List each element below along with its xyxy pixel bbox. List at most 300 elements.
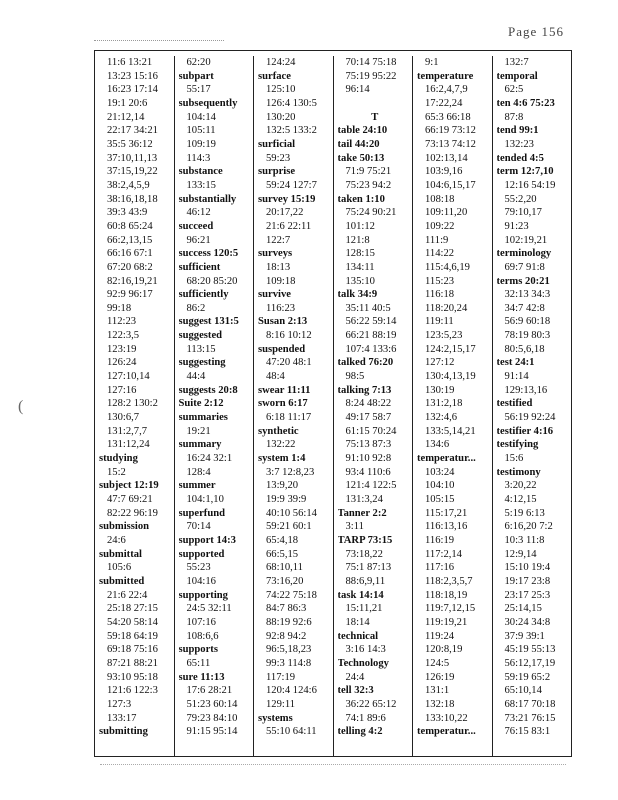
page-line-ref: 113:15 [186,343,216,355]
page-line-ref: 21:12,14 [107,111,145,123]
page-line-ref: 127:12 [425,357,455,369]
index-term: suggested [178,330,223,342]
page-line-ref: 21:6 22:11 [266,220,312,232]
page-line-ref: 124:2,15,17 [425,343,476,355]
page-line-ref: 51:23 60:14 [186,698,238,710]
page-line-ref: 126:24 [107,357,137,369]
page-line-ref: 84:7 86:3 [266,603,307,615]
index-term: submitted [99,575,145,587]
page-line-ref: 88:6,9,11 [345,575,386,587]
page-line-ref: 115:4,6,19 [425,261,470,273]
page-line-ref: 128:15 [345,248,375,260]
page-line-ref: 92:9 96:17 [107,289,153,301]
page-line-ref: 117:19 [266,671,296,683]
index-term: systems [258,712,293,724]
page-line-ref: 78:19 80:3 [504,330,551,342]
index-term: substance [178,166,223,178]
index-term: summary [178,439,222,451]
page-line-ref: 117:16 [425,562,455,574]
index-term: test 24:1 [496,357,535,369]
page-line-ref: 104:14 [186,111,216,123]
page-line-ref: 71:9 75:21 [345,166,392,178]
page-line-ref: 104:1,10 [186,494,224,505]
index-term: surveys [258,248,293,260]
page-line-ref: 75:24 90:21 [345,207,397,219]
page-line-ref: 67:20 68:2 [107,261,153,273]
page-line-ref: 116:23 [266,302,296,314]
page-line-ref: 19:17 23:8 [504,575,551,587]
page-line-ref: 61:15 70:24 [345,425,397,437]
page-line-ref: 126:4 130:5 [266,97,317,109]
index-term: temperatur... [417,453,476,465]
index-term: task 14:14 [337,589,384,601]
index-column-2 [175,56,255,756]
page-line-ref: 79:10,17 [504,207,542,219]
page-line-ref: 91:10 92:8 [345,453,392,465]
page-line-ref: 96:21 [186,234,211,246]
page-line-ref: 128:2 130:2 [107,398,158,410]
index-term: support 14:3 [178,534,236,546]
page-line-ref: 82:16,19,21 [107,275,158,287]
index-column-1 [95,56,175,756]
index-term: testified [496,398,533,410]
page-line-ref: 30:24 34:8 [504,616,551,628]
page-line-ref: 92:8 94:2 [266,630,307,642]
page-line-ref: 118:18,19 [425,589,468,601]
margin-mark: ( [18,398,24,415]
page-line-ref: 3:7 12:8,23 [266,466,315,478]
page-line-ref: 45:19 55:13 [504,644,556,656]
page-line-ref: 91:15 95:14 [186,726,238,738]
index-term: supporting [178,589,228,601]
page-line-ref: 6:18 11:17 [266,412,312,424]
page-line-ref: 116:18 [425,289,455,301]
index-term: temperature [417,70,474,82]
page-line-ref: 132:18 [425,698,455,710]
page-line-ref: 123:19 [107,343,137,355]
page-line-ref: 93:10 95:18 [107,671,158,683]
page-line-ref: 119:19,21 [425,616,468,628]
page-line-ref: 101:12 [345,220,375,232]
page-line-ref: 82:22 96:19 [107,507,158,519]
page-line-ref: 68:17 70:18 [504,698,556,710]
page-line-ref: 117:2,14 [425,548,462,560]
index-term: submission [99,521,150,533]
page-line-ref: 131:2,7,7 [107,425,148,437]
page-line-ref: 48:4 [266,371,285,383]
page-line-ref: 16:24 32:1 [186,453,233,465]
page-line-ref: 74:22 75:18 [266,589,317,601]
index-term: temperatur... [417,726,476,738]
page-line-ref: 91:23 [504,220,529,232]
page-line-ref: 73:18,22 [345,548,383,560]
page-line-ref: 73:13 74:12 [425,138,476,150]
index-term: tail 44:20 [337,138,380,150]
page-line-ref: 98:5 [345,371,365,383]
page-line-ref: 23:17 25:3 [504,589,551,601]
page-line-ref: 17:6 28:21 [186,685,233,697]
index-term: Technology [337,657,389,669]
page-line-ref: 122:3,5 [107,330,140,342]
page-line-ref: 65:3 66:18 [425,111,471,123]
page-line-ref: 15:11,21 [345,603,383,615]
page-line-ref: 55:2,20 [504,193,537,205]
index-term: subject 12:19 [99,480,159,492]
page-line-ref: 35:11 40:5 [345,302,391,314]
page-line-ref: 12:16 54:19 [504,179,556,191]
page-line-ref: 119:7,12,15 [425,603,476,615]
page-line-ref: 120:4 124:6 [266,685,317,697]
index-term: superfund [178,507,226,519]
page-line-ref: 12:9,14 [504,548,537,560]
page-line-ref: 116:13,16 [425,521,468,533]
page-line-ref: 118:20,24 [425,302,468,314]
page-line-ref: 47:7 69:21 [107,494,153,505]
index-term: surficial [258,138,296,150]
page-line-ref: 47:20 48:1 [266,357,312,369]
page-line-ref: 54:20 58:14 [107,616,158,628]
page-line-ref: 32:13 34:3 [504,289,551,301]
index-column-4 [334,56,414,756]
index-term: system 1:4 [258,453,306,465]
page-line-ref: 40:10 56:14 [266,507,317,519]
page-line-ref: 3:16 14:3 [345,644,386,656]
page-number-label: Page 156 [507,24,564,39]
page-line-ref: 132:22 [266,439,296,451]
index-term: term 12:7,10 [496,166,554,178]
index-term: sure 11:13 [178,671,225,683]
page-line-ref: 6:16,20 7:2 [504,521,553,533]
index-term: testimony [496,466,541,478]
page-line-ref: 37:15,19,22 [107,166,158,178]
page-line-ref: 121:6 122:3 [107,685,158,697]
page-line-ref: 3:20,22 [504,480,537,492]
page-line-ref: 111:9 [425,234,449,246]
page-line-ref: 69:18 75:16 [107,644,158,656]
page-line-ref: 13:23 15:16 [107,70,158,82]
page-line-ref: 131:12,24 [107,439,150,451]
page-line-ref: 109:18 [266,275,296,287]
page-line-ref: 127:3 [107,698,132,710]
page-line-ref: 87:8 [504,111,524,123]
page-line-ref: 11:6 13:21 [107,57,153,68]
index-term: terms 20:21 [496,275,550,287]
index-term: technical [337,630,379,642]
page-line-ref: 56:9 60:18 [504,316,551,328]
index-term: submitting [99,726,148,738]
page-line-ref: 65:11 [186,657,211,669]
index-column-3 [254,56,334,756]
index-term: Tanner 2:2 [337,507,387,519]
index-column-5 [413,56,493,756]
page-line-ref: 68:10,11 [266,562,303,574]
index-term: surface [258,70,291,82]
page-line-ref: 108:18 [425,193,455,205]
index-term: survey 15:19 [258,193,316,205]
index-term: temporal [496,70,538,82]
page-line-ref: 70:14 [186,521,211,533]
page-line-ref: 130:6,7 [107,412,140,424]
index-term: taken 1:10 [337,193,385,205]
page-line-ref: 39:3 43:9 [107,207,148,219]
page-line-ref: 109:22 [425,220,455,232]
page-line-ref: 46:12 [186,207,211,219]
page-line-ref: 88:19 92:6 [266,616,312,628]
page-line-ref: 103:24 [425,466,455,478]
page-line-ref: 109:19 [186,138,216,150]
page-line-ref: 132:5 133:2 [266,125,317,137]
page-line-ref: 66:2,13,15 [107,234,153,246]
page-line-ref: 127:16 [107,384,137,396]
index-term: talk 34:9 [337,289,378,301]
page-line-ref: 8:24 48:22 [345,398,392,410]
page-line-ref: 60:8 65:24 [107,220,153,232]
index-term: ten 4:6 75:23 [496,97,555,109]
page-line-ref: 132:4,6 [425,412,458,424]
index-term: sufficiently [178,289,229,301]
page-line-ref: 73:16,20 [266,575,304,587]
page-line-ref: 49:17 58:7 [345,412,392,424]
index-term: studying [99,453,138,465]
page-line-ref: 75:13 87:3 [345,439,392,451]
page-line-ref: 15:2 [107,466,126,478]
page-line-ref: 55:17 [186,84,211,96]
page-line-ref: 75:19 95:22 [345,70,397,82]
page-line-ref: 114:3 [186,152,211,164]
page-line-ref: 115:23 [425,275,455,287]
page-line-ref: 38:2,4,5,9 [107,179,150,191]
page-line-ref: 55:10 64:11 [266,726,317,738]
page-line-ref: 130:19 [425,384,455,396]
page-line-ref: 15:6 [504,453,524,465]
index-table [94,50,572,757]
page-line-ref: 65:10,14 [504,685,542,697]
page-line-ref: 24:5 32:11 [186,603,232,615]
page-line-ref: 87:21 88:21 [107,657,158,669]
page-line-ref: 132:23 [504,138,534,150]
index-term: tend 99:1 [496,125,539,137]
page-line-ref: 134:11 [345,261,375,273]
index-term: supported [178,548,225,560]
page-line-ref: 75:1 87:13 [345,562,392,574]
page-line-ref: 121:8 [345,234,370,246]
page-line-ref: 123:5,23 [425,330,463,342]
page-line-ref: 104:16 [186,575,216,587]
page-line-ref: 131:3,24 [345,494,383,505]
index-term: tell 32:3 [337,685,374,697]
index-columns [95,56,571,756]
page-line-ref: 37:9 39:1 [504,630,545,642]
index-term: Suite 2:12 [178,398,224,410]
page-line-ref: 17:22,24 [425,97,463,109]
page-line-ref: 120:8,19 [425,644,463,656]
page-line-ref: 104:10 [425,480,455,492]
page-line-ref: 4:12,15 [504,494,537,505]
page-line-ref: 25:18 27:15 [107,603,158,615]
page-line-ref: 34:7 42:8 [504,302,545,314]
page-line-ref: 66:16 67:1 [107,248,153,260]
page-line-ref: 124:24 [266,57,296,68]
page-line-ref: 36:22 65:12 [345,698,397,710]
page-line-ref: 133:10,22 [425,712,468,724]
page-line-ref: 19:9 39:9 [266,494,307,505]
index-term: summer [178,480,216,492]
section-letter: T [371,111,379,123]
page-line-ref: 62:5 [504,84,524,96]
page-line-ref: 18:14 [345,616,370,628]
page-line-ref: 16:2,4,7,9 [425,84,468,96]
page-line-ref: 8:16 10:12 [266,330,312,342]
page-line-ref: 74:1 89:6 [345,712,386,724]
index-term: talked 76:20 [337,357,394,369]
page-line-ref: 75:23 94:2 [345,179,392,191]
page-line-ref: 38:16,18,18 [107,193,158,205]
index-term: succeed [178,220,214,232]
page-line-ref: 56:12,17,19 [504,657,556,669]
page-line-ref: 68:20 85:20 [186,275,238,287]
index-term: TARP 73:15 [337,534,393,546]
page-line-ref: 112:23 [107,316,137,328]
page-line-ref: 44:4 [186,371,206,383]
page-line-ref: 130:4,13,19 [425,371,476,383]
page-line-ref: 16:23 17:14 [107,84,158,96]
page-line-ref: 76:15 83:1 [504,726,551,738]
page-line-ref: 15:10 19:4 [504,562,551,574]
page-line-ref: 3:11 [345,521,364,533]
page-line-ref: 116:19 [425,534,455,546]
page-line-ref: 107:16 [186,616,216,628]
page-line-ref: 93:4 110:6 [345,466,391,478]
page-line-ref: 56:19 92:24 [504,412,556,424]
page-line-ref: 134:6 [425,439,450,451]
page-line-ref: 130:20 [266,111,296,123]
page-line-ref: 35:5 36:12 [107,138,153,150]
page-line-ref: 114:22 [425,248,455,260]
index-term: testifier 4:16 [496,425,554,437]
index-term: Susan 2:13 [258,316,308,328]
index-term: take 50:13 [337,152,385,164]
page-line-ref: 105:15 [425,494,455,505]
index-column-6 [493,56,572,756]
page-line-ref: 80:5,6,18 [504,343,545,355]
page-line-ref: 56:22 59:14 [345,316,397,328]
page-line-ref: 9:1 [425,57,439,68]
page-line-ref: 37:10,11,13 [107,152,158,164]
page-line-ref: 66:19 73:12 [425,125,476,137]
page-line-ref: 70:14 75:18 [345,57,397,68]
page-line-ref: 62:20 [186,57,211,68]
index-term: talking 7:13 [337,384,392,396]
page-line-ref: 59:23 [266,152,291,164]
page-line-ref: 133:17 [107,712,137,724]
page-line-ref: 119:11 [425,316,454,328]
page-line-ref [338,97,413,111]
page-line-ref: 131:2,18 [425,398,463,410]
page-line-ref: 10:3 11:8 [504,534,545,546]
page-line-ref: 96:14 [345,84,370,96]
index-term: telling 4:2 [337,726,383,738]
page-line-ref: 122:7 [266,234,291,246]
index-term: swear 11:11 [258,384,311,396]
page-line-ref: 133:5,14,21 [425,425,476,437]
page-line-ref: 66:21 88:19 [345,330,397,342]
page-line-ref: 128:4 [186,466,211,478]
page-line-ref: 20:17,22 [266,207,304,219]
page-line-ref: 102:19,21 [504,234,548,246]
page-line-ref: 59:18 64:19 [107,630,158,642]
page-line-ref: 104:6,15,17 [425,179,476,191]
page-line-ref: 96:5,18,23 [266,644,312,656]
page-line-ref: 126:19 [425,671,455,683]
index-term: table 24:10 [337,125,388,137]
index-term: testifying [496,439,539,451]
page-line-ref: 99:3 114:8 [266,657,312,669]
page-line-ref: 121:4 122:5 [345,480,397,492]
page-line-ref: 5:19 6:13 [504,507,545,519]
page-line-ref: 102:13,14 [425,152,468,164]
page-line-ref: 129:11 [266,698,296,710]
page-line-ref: 25:14,15 [504,603,542,615]
page-line-ref: 79:23 84:10 [186,712,238,724]
page-line-ref: 119:24 [425,630,455,642]
page-line-ref: 73:21 76:15 [504,712,556,724]
page-line-ref: 115:17,21 [425,507,468,519]
index-term: tended 4:5 [496,152,544,164]
page-line-ref: 22:17 34:21 [107,125,158,137]
page-line-ref: 13:9,20 [266,480,299,492]
top-edge-strip [94,40,224,47]
index-term: terminology [496,248,552,260]
index-term: submittal [99,548,142,560]
page-line-ref: 21:6 22:4 [107,589,148,601]
page-line-ref: 18:13 [266,261,291,273]
page-line-ref: 124:5 [425,657,450,669]
page-line-ref: 127:10,14 [107,371,150,383]
index-term: subpart [178,70,214,82]
page-line-ref: 105:6 [107,562,132,574]
index-term: synthetic [258,425,299,437]
index-term: summaries [178,412,228,424]
page-line-ref: 59:21 60:1 [266,521,312,533]
page-line-ref: 103:9,16 [425,166,463,178]
page-line-ref: 24:6 [107,534,126,546]
page-line-ref: 118:2,3,5,7 [425,575,473,587]
index-term: success 120:5 [178,248,239,260]
page-line-ref: 125:10 [266,84,296,96]
page-line-ref: 109:11,20 [425,207,468,219]
page-line-ref: 55:23 [186,562,211,574]
page-line-ref: 99:18 [107,302,132,314]
page-line-ref: 24:4 [345,671,365,683]
bottom-edge-strip [100,764,566,769]
page-line-ref: 65:4,18 [266,534,299,546]
page-line-ref: 69:7 91:8 [504,261,545,273]
index-term: sworn 6:17 [258,398,308,410]
page-line-ref: 66:5,15 [266,548,299,560]
page-line-ref: 59:19 65:2 [504,671,551,683]
page-line-ref: 133:15 [186,179,216,191]
index-term: subsequently [178,97,238,109]
index-term: sufficient [178,261,221,273]
page-line-ref: 129:13,16 [504,384,548,396]
page-line-ref: 91:14 [504,371,529,383]
page-line-ref: 108:6,6 [186,630,219,642]
index-term: supports [178,644,218,656]
page-line-ref: 19:21 [186,425,211,437]
index-term: suggests 20:8 [178,384,238,396]
page-line-ref: 59:24 127:7 [266,179,317,191]
index-term: surprise [258,166,296,178]
